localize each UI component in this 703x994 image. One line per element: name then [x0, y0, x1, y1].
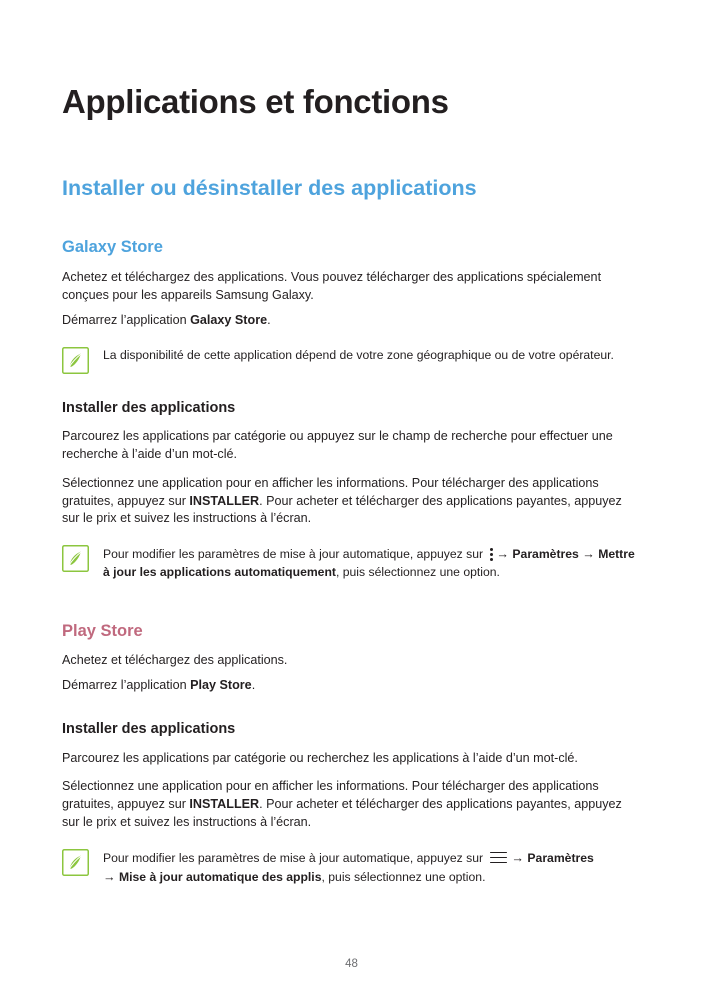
arrow-glyph: → — [103, 869, 116, 884]
install-p2-part-c: . Pour acheter et télécharger des applications payantes, appuyez sur le prix et suivez les instructions à l’écran. — [62, 797, 622, 830]
page-title: Applications et fonctions — [62, 83, 449, 120]
launch-suffix: . — [267, 312, 271, 327]
note-box-autoupdate-galaxy — [62, 528, 641, 581]
install-p2-part-a: Sélectionnez une application pour en afficher les informations. Pour télécharger des applications gratuites, appuyez sur — [62, 779, 599, 812]
play-store-install-p2 — [62, 767, 641, 832]
arrow-glyph: → — [496, 547, 510, 562]
install-button-label: INSTALLER — [189, 797, 260, 812]
play-store-intro: Achetez et téléchargez des applications. — [62, 653, 288, 668]
note-box-availability — [62, 330, 641, 374]
galaxy-store-intro: Achetez et téléchargez des applications. Vous pouvez télécharger des applications spécialement conçues pour les appareils Samsung Galaxy. — [62, 269, 602, 302]
play-store-install-heading: Installer des applications — [62, 721, 236, 738]
launch-suffix: . — [251, 678, 256, 693]
menu-item-parametres: Paramètres — [527, 851, 594, 866]
note-pencil-icon — [62, 545, 89, 572]
subsection-heading-galaxy-store: Galaxy Store — [62, 238, 163, 257]
launch-app-name: Galaxy Store — [190, 312, 268, 327]
note-text-availability: La disponibilité de cette application dépend de votre zone géographique ou de votre opérateur. — [103, 347, 614, 362]
launch-prefix: Démarrez l’application — [62, 678, 191, 693]
section-heading: Installer ou désinstaller des applications — [62, 176, 477, 201]
page-number: 48 — [345, 958, 358, 970]
note-text-part-d: , puis sélectionnez une option. — [321, 869, 486, 884]
note-box-autoupdate-play — [62, 832, 641, 886]
note-text-autoupdate-play — [103, 848, 594, 886]
arrow-glyph: → — [582, 547, 595, 562]
install-p2-part-a: Sélectionnez une application pour en afficher les informations. Pour télécharger des applications gratuites, appuyez sur — [62, 475, 599, 508]
galaxy-store-launch — [62, 305, 641, 330]
play-store-install-p1: Parcourez les applications par catégorie ou recherchez les applications à l’aide d’un mot-clé. — [62, 750, 578, 765]
note-text-autoupdate-galaxy — [103, 544, 641, 581]
note-pencil-icon — [62, 849, 89, 876]
galaxy-store-install-heading: Installer des applications — [62, 399, 236, 416]
launch-prefix: Démarrez l’application — [62, 312, 191, 327]
launch-app-name: Play Store — [190, 678, 252, 693]
note-text-part-d: , puis sélectionnez une option. — [335, 564, 500, 579]
menu-item-parametres: Paramètres — [512, 547, 579, 562]
play-store-launch — [62, 670, 641, 695]
hamburger-menu-icon — [490, 852, 507, 864]
install-p2-part-c: . Pour acheter et télécharger des applications payantes, appuyez sur le prix et suivez les instructions à l’écran. — [62, 493, 622, 526]
note-text-part-a: Pour modifier les paramètres de mise à jour automatique, appuyez sur — [103, 547, 487, 562]
menu-item-autoupdate: Mise à jour automatique des applis — [118, 869, 322, 884]
kebab-menu-icon — [489, 547, 493, 561]
subsection-heading-play-store: Play Store — [62, 621, 143, 640]
install-button-label: INSTALLER — [189, 493, 260, 508]
menu-item-autoupdate: Mettre à jour les applications automatiquement — [103, 547, 635, 579]
note-pencil-icon — [62, 347, 89, 374]
arrow-glyph: → — [511, 851, 525, 866]
galaxy-store-install-p1: Parcourez les applications par catégorie ou appuyez sur le champ de recherche pour effectuer une recherche à l’aide d’un mot-clé. — [62, 428, 613, 461]
note-text-part-a: Pour modifier les paramètres de mise à jour automatique, appuyez sur — [103, 851, 487, 866]
galaxy-store-install-p2 — [62, 464, 641, 529]
